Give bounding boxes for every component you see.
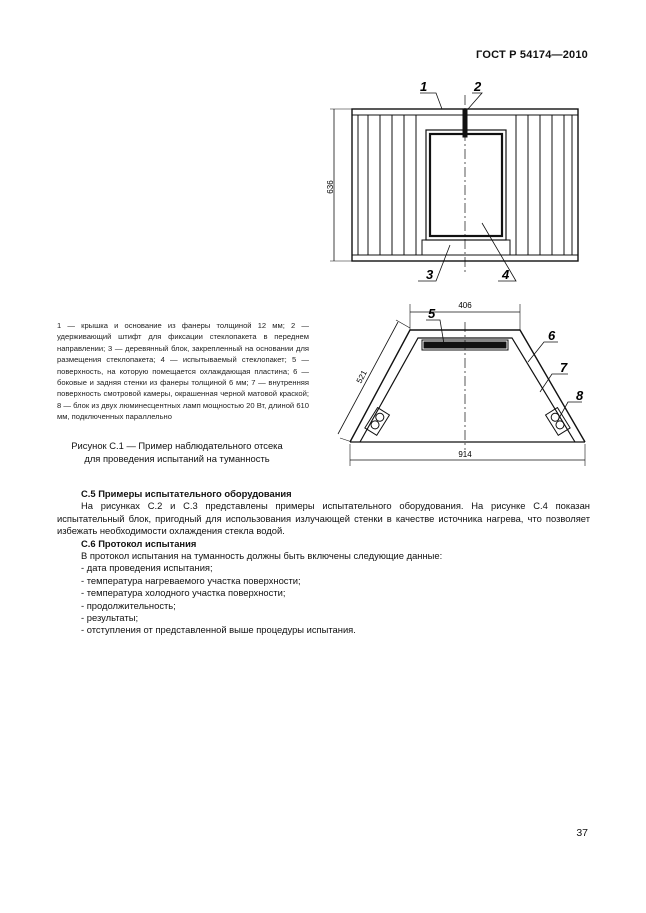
figure-caption-line1: Рисунок С.1 — Пример наблюдательного отсека [71,440,283,451]
page-number: 37 [576,827,588,839]
callout-4: 4 [502,267,510,282]
top-dim-521: 521 [354,368,369,385]
figure-front-view [320,75,590,290]
section-c6-list [81,562,590,636]
callout-8: 8 [576,388,584,403]
section-c6-intro: В протокол испытания на туманность должны быть включены следующие данные: [81,550,443,562]
section-c6-heading: С.6 Протокол испытания [81,537,197,549]
figure-legend [57,320,309,423]
document-header: ГОСТ Р 54174—2010 [476,49,588,61]
figure-top-view [330,292,592,472]
list-item: - результаты; [81,612,139,624]
callout-5: 5 [428,306,436,321]
figure-legend-text: 1 — крышка и основание из фанеры толщиной 12 мм; 2 — удерживающий штифт для фиксации стеклопакета в переднем направлении; 3 — деревянный блок, закрепленный на основании для размещения стеклопакета; 4 — испытываемый стеклопакет; 5 — поверхность, на которую помещается охлаждающая пластина; 6 — боковые и задняя стенки из фанеры толщиной 6 мм; 7 — внутренняя поверхность смотровой камеры, окрашенная черной матовой краской; 8 — блок из двух люминесцентных ламп мощностью 20 Вт, длиной 610 мм, подключенных параллельно [57,321,309,422]
body-text [57,488,590,637]
callout-2: 2 [474,79,482,94]
callout-6: 6 [548,328,556,343]
callout-7: 7 [560,360,568,375]
list-item: - температура нагреваемого участка поверхности; [81,574,301,586]
figure-caption-line2: для проведения испытаний на туманность [84,452,270,464]
callout-1: 1 [420,79,428,94]
section-c5-text: На рисунках С.2 и С.3 представлены примеры испытательного оборудования. На рисунке С.4 показан испытательный блок, пригодный для использования излучающей стенки в качестве источника нагрева, что позволяет избежать необходимости охлаждения стекла водой. [57,500,590,537]
list-item: - отступления от представленной выше процедуры испытания. [81,624,356,636]
figure-caption [57,440,297,465]
top-dim-406: 406 [458,301,472,310]
section-c5-heading: С.5 Примеры испытательного оборудования [81,488,292,499]
callout-3: 3 [426,267,434,282]
list-item: - дата проведения испытания; [81,562,213,574]
front-dim-height: 636 [326,180,335,194]
top-dim-914: 914 [458,450,472,459]
list-item: - продолжительность; [81,599,176,611]
list-item: - температура холодного участка поверхности; [81,587,286,599]
